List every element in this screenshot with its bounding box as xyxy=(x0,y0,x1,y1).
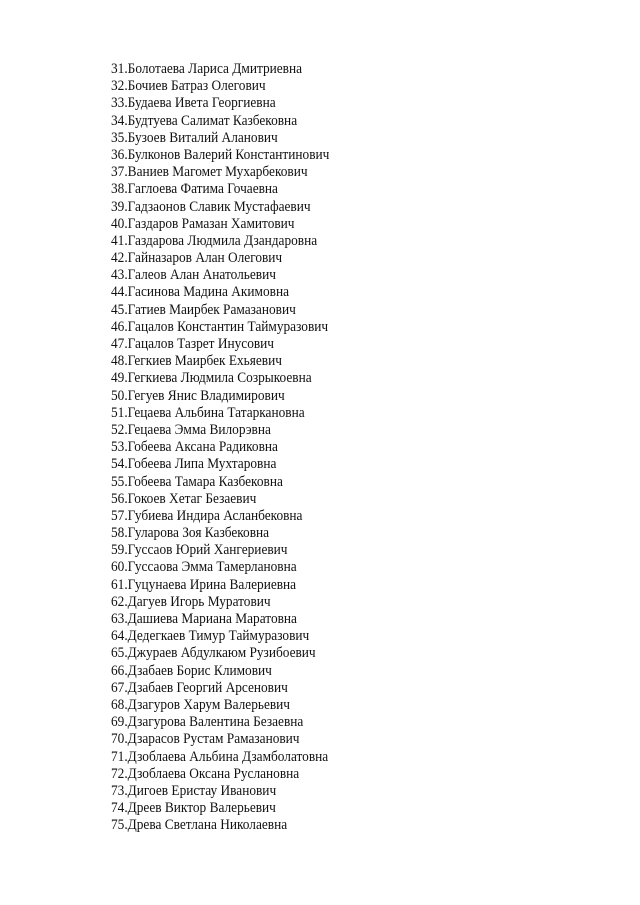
list-item: 60.Гуссаова Эмма Тамерлановна xyxy=(111,559,297,576)
list-item: 37.Ваниев Магомет Мухарбекович xyxy=(111,164,308,181)
list-item: 57.Губиева Индира Асланбековна xyxy=(111,507,303,524)
list-item: 75.Древа Светлана Николаевна xyxy=(111,817,288,834)
list-item: 63.Дашиева Мариана Маратовна xyxy=(111,611,297,627)
name-list xyxy=(111,61,343,834)
list-item: 74.Дреев Виктор Валерьевич xyxy=(111,800,276,817)
list-item: 47.Гацалов Тазрет Инусович xyxy=(111,336,275,352)
list-item: 65.Джураев Абдулкаюм Рузибоевич xyxy=(111,645,316,662)
list-item: 50.Гегуев Янис Владимирович xyxy=(111,387,285,404)
list-item: 54.Гобеева Липа Мухтаровна xyxy=(111,456,277,473)
list-item: 56.Гокоев Хетаг Безаевич xyxy=(111,490,257,507)
list-item: 42.Гайназаров Алан Олегович xyxy=(111,250,283,267)
list-item: 45.Гатиев Маирбек Рамазанович xyxy=(111,301,296,318)
list-item: 46.Гацалов Константин Таймуразович xyxy=(111,318,329,335)
list-item: 34.Будтуева Салимат Казбековна xyxy=(111,112,298,129)
list-item: 51.Гецаева Альбина Татаркановна xyxy=(111,404,305,421)
list-item: 53.Гобеева Аксана Радиковна xyxy=(111,439,278,456)
list-item: 62.Дагуев Игорь Муратович xyxy=(111,593,271,610)
list-item: 64.Дедегкаев Тимур Таймуразович xyxy=(111,628,310,645)
list-item: 72.Дзоблаева Оксана Руслановна xyxy=(111,765,300,782)
list-item: 41.Газдарова Людмила Дзандаровна xyxy=(111,232,318,249)
list-item: 66.Дзабаев Борис Климович xyxy=(111,662,272,679)
list-item: 32.Бочиев Батраз Олегович xyxy=(111,78,266,95)
list-item: 70.Дзарасов Рустам Рамазанович xyxy=(111,731,300,748)
list-item: 52.Гецаева Эмма Вилорэвна xyxy=(111,421,271,438)
list-item: 61.Гуцунаева Ирина Валериевна xyxy=(111,576,297,593)
list-item: 58.Гуларова Зоя Казбековна xyxy=(111,525,270,542)
list-item: 31.Болотаева Лариса Дмитриевна xyxy=(111,61,303,77)
list-item: 73.Дигоев Еристау Иванович xyxy=(111,782,277,799)
list-item: 35.Бузоев Виталий Аланович xyxy=(111,129,278,146)
list-item: 43.Галеов Алан Анатольевич xyxy=(111,267,276,284)
list-item: 36.Булконов Валерий Константинович xyxy=(111,146,330,163)
list-item: 71.Дзоблаева Альбина Дзамболатовна xyxy=(111,748,329,765)
list-item: 67.Дзабаев Георгий Арсенович xyxy=(111,679,288,696)
list-item: 33.Будаева Ивета Георгиевна xyxy=(111,95,276,112)
list-item: 48.Гегкиев Маирбек Ехьяевич xyxy=(111,353,282,370)
list-item: 49.Гегкиева Людмила Созрыкоевна xyxy=(111,370,312,387)
list-item: 38.Гаглоева Фатима Гочаевна xyxy=(111,181,278,198)
list-item: 59.Гуссаов Юрий Хангериевич xyxy=(111,542,288,559)
list-item: 44.Гасинова Мадина Акимовна xyxy=(111,284,290,301)
list-item: 68.Дзагуров Харум Валерьевич xyxy=(111,696,291,713)
list-item: 69.Дзагурова Валентина Безаевна xyxy=(111,714,304,731)
list-item: 39.Гадзаонов Славик Мустафаевич xyxy=(111,198,311,215)
list-item: 40.Газдаров Рамазан Хамитович xyxy=(111,215,295,232)
list-item: 55.Гобеева Тамара Казбековна xyxy=(111,473,283,490)
